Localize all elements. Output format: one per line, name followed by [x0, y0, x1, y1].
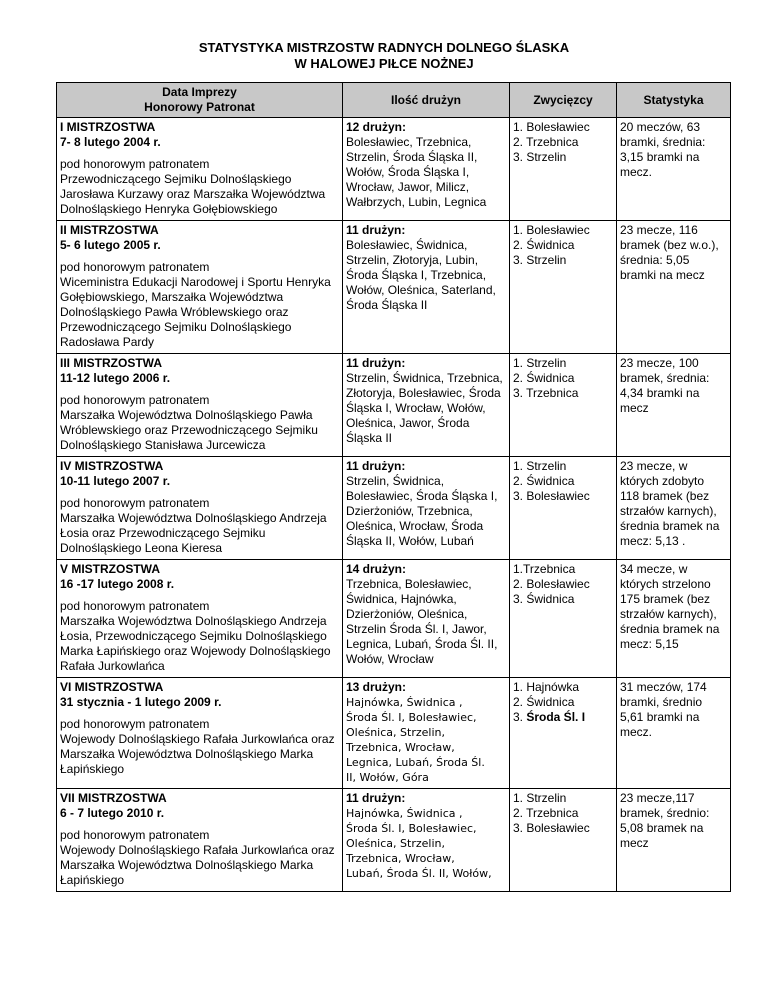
patronage-text: pod honorowym patronatem Wojewody Dolnośląskiego Rafała Jurkowlańca oraz Marszałka Województwa Dolnośląskiego Marka Łapińskiego [60, 828, 335, 887]
edition-cell [57, 678, 343, 789]
edition-date [60, 238, 340, 253]
teams-cell [343, 789, 510, 892]
edition-date-text: 10-11 lutego 2007 r. [60, 474, 171, 488]
table-row [57, 678, 731, 789]
edition-date [60, 474, 340, 489]
teams-list: Hajnówka, Świdnica , Środa Śl. I, Bolesławiec, Oleśnica, Strzelin, Trzebnica, Wrocław, Lubań, Środa Śl. II, Wołów, [346, 807, 492, 880]
winner-place: 2. Bolesławiec [513, 577, 590, 591]
edition-cell [57, 118, 343, 221]
winners-cell [510, 457, 617, 560]
winners-cell [510, 560, 617, 678]
header-statistics: Statystyka [617, 83, 731, 118]
edition-cell [57, 354, 343, 457]
championships-table [56, 82, 731, 892]
header-winners: Zwycięzcy [510, 83, 617, 118]
table-row [57, 221, 731, 354]
winner-place: 3. Strzelin [513, 253, 567, 267]
edition-title: IV MISTRZOSTWA [60, 459, 164, 473]
statistics-cell: 20 meczów, 63 bramki, średnia: 3,15 bramki na mecz. [617, 118, 731, 221]
teams-list: Hajnówka, Świdnica , Środa Śl. I, Bolesławiec, Oleśnica, Strzelin, Trzebnica, Wrocław, Legnica, Lubań, Środa Śl. II, Wołów, Góra [346, 696, 485, 784]
winner-place: 3. Świdnica [513, 592, 575, 606]
winners-cell [510, 118, 617, 221]
winners-cell [510, 678, 617, 789]
edition-cell [57, 221, 343, 354]
winner-place: 3. Trzebnica [513, 386, 579, 400]
winner-place: 3. Środa Śl. I [513, 710, 586, 724]
winner-place: 2. Trzebnica [513, 135, 579, 149]
edition-title: III MISTRZOSTWA [60, 356, 162, 370]
edition-date [60, 577, 340, 592]
winner-place: 1. Bolesławiec [513, 120, 590, 134]
patronage-text: pod honorowym patronatem Marszałka Województwa Dolnośląskiego Pawła Wróblewskiego oraz Przewodniczącego Sejmiku Dolnośląskiego Stanisława Jurcewicza [60, 393, 318, 452]
winner-place: 1. Bolesławiec [513, 223, 590, 237]
winners-cell [510, 789, 617, 892]
teams-cell [343, 221, 510, 354]
winner-place: 2. Trzebnica [513, 806, 579, 820]
edition-date-suffix: r. [210, 695, 222, 709]
edition-date-text: 5- 6 lutego 2005 r. [60, 238, 161, 252]
winner-place: 1. Strzelin [513, 356, 567, 370]
edition-cell [57, 789, 343, 892]
winner-place: 3. Bolesławiec [513, 821, 590, 835]
winners-cell [510, 354, 617, 457]
teams-list: Strzelin, Świdnica, Bolesławiec, Środa Śląska I, Dzierżoniów, Trzebnica, Oleśnica, Wrocław, Środa Śląska II, Wołów, Lubań [346, 474, 498, 548]
teams-list: Strzelin, Świdnica, Trzebnica, Złotoryja, Bolesławiec, Środa Śląska I, Wrocław, Wołów, Oleśnica, Jawor, Środa Śląska II [346, 371, 503, 445]
patronage-text: pod honorowym patronatem Przewodniczącego Sejmiku Dolnośląskiego Jarosława Kurzawy oraz Marszałka Województwa Dolnośląskiego Henryka Gołębiowskiego [60, 157, 326, 216]
table-row [57, 118, 731, 221]
teams-count: 14 drużyn: [346, 562, 407, 576]
table-row [57, 457, 731, 560]
patronage-text: pod honorowym patronatem Wojewody Dolnośląskiego Rafała Jurkowlańca oraz Marszałka Województwa Dolnośląskiego Marka Łapińskiego [60, 717, 335, 776]
edition-cell [57, 560, 343, 678]
edition-date-text: 16 -17 lutego 2008 r. [60, 577, 175, 591]
table-row [57, 354, 731, 457]
winner-place: 1. Hajnówka [513, 680, 580, 694]
winner-place: 3. Bolesławiec [513, 489, 590, 503]
edition-title: II MISTRZOSTWA [60, 223, 159, 237]
winner-place: 2. Świdnica [513, 238, 575, 252]
edition-date-text: 6 - 7 lutego 2010 r. [60, 806, 165, 820]
header-date: Data Imprezy [162, 85, 237, 99]
statistics-cell: 23 mecze, 116 bramek (bez w.o.), średnia: 5,05 bramki na mecz [617, 221, 731, 354]
winners-cell [510, 221, 617, 354]
edition-date [60, 695, 340, 710]
teams-count: 11 drużyn: [346, 791, 406, 805]
header-patronage: Honorowy Patronat [144, 100, 255, 114]
table-header-row [57, 83, 731, 118]
edition-date [60, 135, 340, 150]
table-row [57, 789, 731, 892]
teams-count: 13 drużyn: [346, 680, 407, 694]
winner-place-bold: Środa Śl. I [526, 710, 586, 724]
patronage-text: pod honorowym patronatem Wiceministra Edukacji Narodowej i Sportu Henryka Gołębiowskiego, Marszałka Województwa Dolnośląskiego Pawła Wróblewskiego oraz Przewodniczącego Sejmiku Dolnośląskiego Radosława Pardy [60, 260, 331, 349]
edition-date-text: 11-12 lutego 2006 r. [60, 371, 171, 385]
edition-title: I MISTRZOSTWA [60, 120, 156, 134]
teams-list: Trzebnica, Bolesławiec, Świdnica, Hajnówka, Dzierżoniów, Oleśnica, Strzelin Środa Śl. I, Jawor, Legnica, Lubań, Środa Śl. II, Wołów, Wrocław [346, 577, 498, 666]
teams-count: 11 drużyn: [346, 459, 406, 473]
winner-place: 2. Świdnica [513, 474, 575, 488]
edition-title: VII MISTRZOSTWA [60, 791, 167, 805]
teams-count: 11 drużyn: [346, 356, 406, 370]
patronage-text: pod honorowym patronatem Marszałka Województwa Dolnośląskiego Andrzeja Łosia, Przewodniczącego Sejmiku Dolnośląskiego Marka Łapińskiego oraz Wojewody Dolnośląskiego Rafała Jurkowlańca [60, 599, 331, 673]
edition-date [60, 806, 340, 821]
teams-cell [343, 560, 510, 678]
statistics-cell: 23 mecze, w których zdobyto 118 bramek (bez strzałów karnych), średnia bramek na mecz: 5,13 . [617, 457, 731, 560]
statistics-cell: 23 mecze, 100 bramek, średnia: 4,34 bramki na mecz [617, 354, 731, 457]
teams-count: 11 drużyn: [346, 223, 406, 237]
teams-cell [343, 354, 510, 457]
winner-place: 2. Świdnica [513, 371, 575, 385]
statistics-cell: 23 mecze,117 bramek, średnio: 5,08 bramek na mecz [617, 789, 731, 892]
document-title-line2: W HALOWEJ PIŁCE NOŻNEJ [294, 56, 474, 71]
document-title-line1: STATYSTYKA MISTRZOSTW RADNYCH DOLNEGO ŚLASKA [198, 40, 570, 55]
winner-place: 3. Strzelin [513, 150, 567, 164]
teams-cell [343, 457, 510, 560]
teams-cell [343, 118, 510, 221]
winner-place: 1. Strzelin [513, 791, 567, 805]
teams-list: Bolesławiec, Świdnica, Strzelin, Złotoryja, Lubin, Środa Śląska I, Trzebnica, Wołów, Oleśnica, Saterland, Środa Śląska II [346, 238, 496, 312]
winner-place: 2. Świdnica [513, 695, 575, 709]
statistics-cell: 31 meczów, 174 bramki, średnio 5,61 bramki na mecz. [617, 678, 731, 789]
edition-date-text: 7- 8 lutego 2004 r. [60, 135, 161, 149]
header-teams: Ilość drużyn [343, 83, 510, 118]
teams-list: Bolesławiec, Trzebnica, Strzelin, Środa Śląska II, Wołów, Środa Śląska I, Wrocław, Jawor, Milicz, Wałbrzych, Lubin, Legnica [346, 135, 487, 209]
edition-title: V MISTRZOSTWA [60, 562, 160, 576]
teams-cell [343, 678, 510, 789]
edition-title: VI MISTRZOSTWA [60, 680, 164, 694]
header-date-patronage [57, 83, 343, 118]
winner-place: 1.Trzebnica [513, 562, 576, 576]
edition-cell [57, 457, 343, 560]
table-row [57, 560, 731, 678]
patronage-text: pod honorowym patronatem Marszałka Województwa Dolnośląskiego Andrzeja Łosia oraz Przewodniczącego Sejmiku Dolnośląskiego Leona Kieresa [60, 496, 327, 555]
winner-place: 1. Strzelin [513, 459, 567, 473]
edition-date [60, 371, 340, 386]
statistics-cell: 34 mecze, w których strzelono 175 bramek (bez strzałów karnych), średnia bramek na mecz: 5,15 [617, 560, 731, 678]
edition-date-text: 31 stycznia - 1 lutego 2009 [60, 695, 211, 709]
teams-count: 12 drużyn: [346, 120, 407, 134]
